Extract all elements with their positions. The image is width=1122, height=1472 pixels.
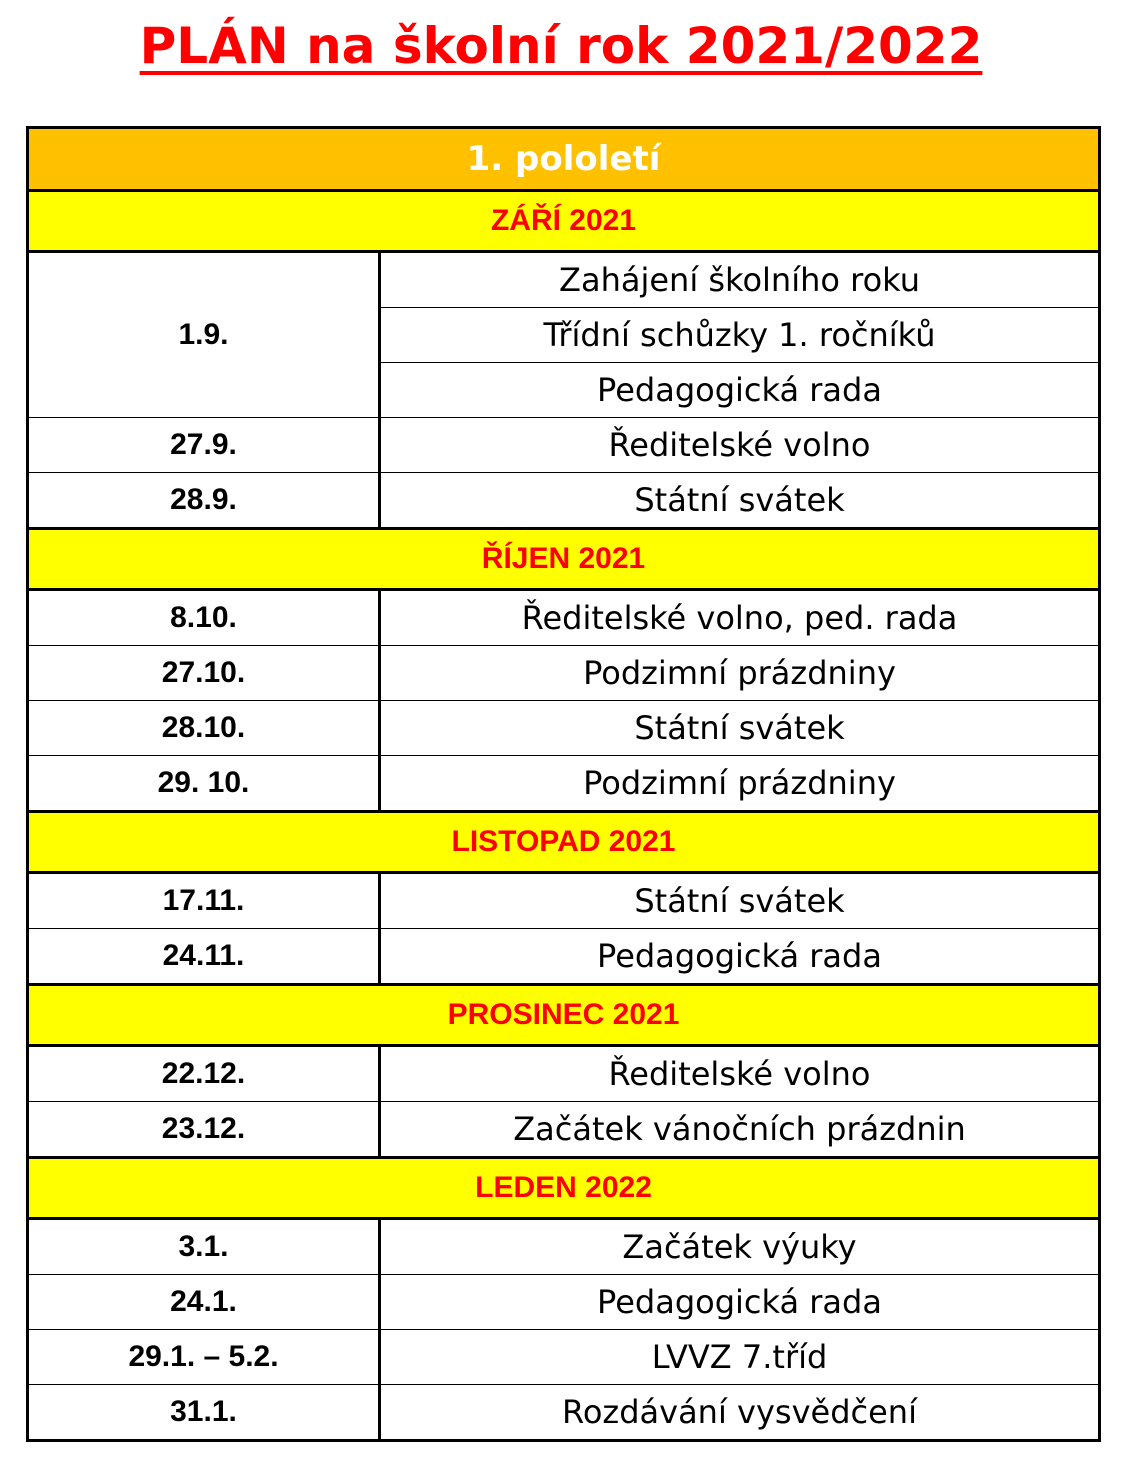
event-date: 27.10. xyxy=(28,646,380,701)
month-header-row xyxy=(28,985,1100,1046)
event-description: Státní svátek xyxy=(380,473,1100,529)
month-header: ZÁŘÍ 2021 xyxy=(28,191,1100,252)
event-date: 17.11. xyxy=(28,873,380,929)
event-row xyxy=(28,1330,1100,1385)
event-row xyxy=(28,590,1100,646)
event-description: Pedagogická rada xyxy=(380,929,1100,985)
event-description: Pedagogická rada xyxy=(380,1275,1100,1330)
plan-table xyxy=(26,126,1101,1442)
event-description: Začátek výuky xyxy=(380,1219,1100,1275)
event-date: 28.9. xyxy=(28,473,380,529)
month-header: LEDEN 2022 xyxy=(28,1158,1100,1219)
event-row xyxy=(28,473,1100,529)
event-row xyxy=(28,1219,1100,1275)
event-row xyxy=(28,756,1100,812)
event-row xyxy=(28,873,1100,929)
month-header-row xyxy=(28,529,1100,590)
event-description: Zahájení školního roku xyxy=(380,252,1100,308)
event-description: Státní svátek xyxy=(380,873,1100,929)
month-header-row xyxy=(28,812,1100,873)
event-row xyxy=(28,646,1100,701)
event-description: Pedagogická rada xyxy=(380,363,1100,418)
event-date: 24.11. xyxy=(28,929,380,985)
event-date: 27.9. xyxy=(28,418,380,473)
event-row xyxy=(28,1046,1100,1102)
event-date: 31.1. xyxy=(28,1385,380,1441)
event-description: Podzimní prázdniny xyxy=(380,646,1100,701)
event-description: Ředitelské volno, ped. rada xyxy=(380,590,1100,646)
event-date: 22.12. xyxy=(28,1046,380,1102)
event-row xyxy=(28,1102,1100,1158)
event-row xyxy=(28,252,1100,308)
page-title-text: PLÁN na školní rok 2021/2022 xyxy=(139,17,983,75)
event-description: Začátek vánočních prázdnin xyxy=(380,1102,1100,1158)
event-description: Státní svátek xyxy=(380,701,1100,756)
month-header-row xyxy=(28,191,1100,252)
event-row xyxy=(28,701,1100,756)
event-date: 23.12. xyxy=(28,1102,380,1158)
event-row xyxy=(28,1385,1100,1441)
event-description: Rozdávání vysvědčení xyxy=(380,1385,1100,1441)
month-header-row xyxy=(28,1158,1100,1219)
event-date: 28.10. xyxy=(28,701,380,756)
event-description: Ředitelské volno xyxy=(380,418,1100,473)
event-date: 8.10. xyxy=(28,590,380,646)
semester-header: 1. pololetí xyxy=(28,128,1100,191)
semester-header-row xyxy=(28,128,1100,191)
event-description: Ředitelské volno xyxy=(380,1046,1100,1102)
event-description: Podzimní prázdniny xyxy=(380,756,1100,812)
month-header: LISTOPAD 2021 xyxy=(28,812,1100,873)
event-description: Třídní schůzky 1. ročníků xyxy=(380,308,1100,363)
month-header: ŘÍJEN 2021 xyxy=(28,529,1100,590)
event-date: 3.1. xyxy=(28,1219,380,1275)
plan-table-body xyxy=(28,128,1100,1441)
event-date: 24.1. xyxy=(28,1275,380,1330)
event-row xyxy=(28,929,1100,985)
event-row xyxy=(28,418,1100,473)
event-row xyxy=(28,1275,1100,1330)
event-description: LVVZ 7.tříd xyxy=(380,1330,1100,1385)
month-header: PROSINEC 2021 xyxy=(28,985,1100,1046)
event-date: 29. 10. xyxy=(28,756,380,812)
event-date: 29.1. – 5.2. xyxy=(28,1330,380,1385)
page-title xyxy=(0,6,1122,86)
event-date: 1.9. xyxy=(28,252,380,418)
